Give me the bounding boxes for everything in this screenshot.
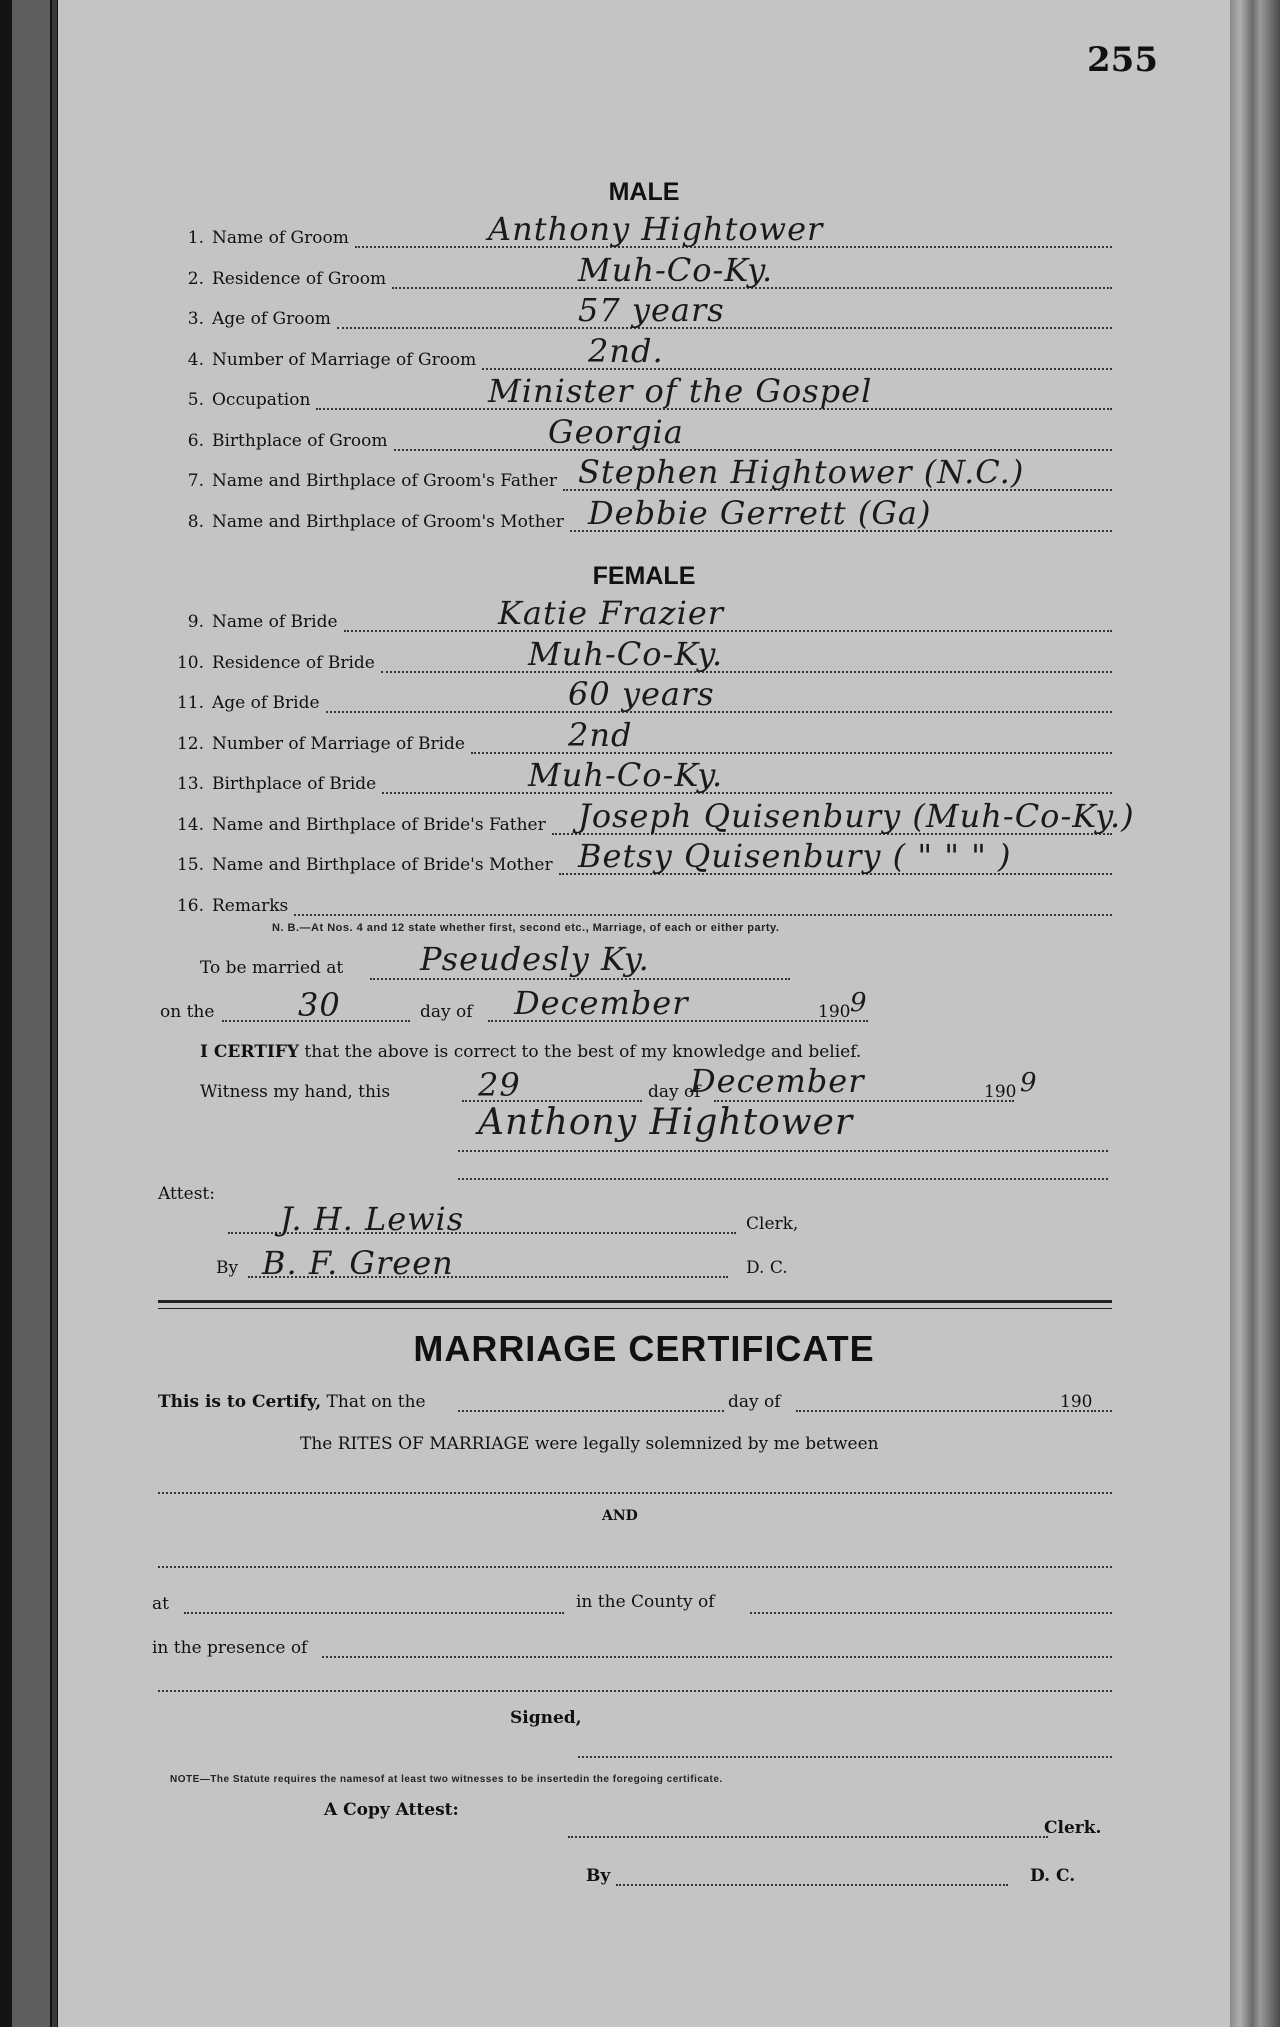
marriage-year-prefix: 190 (818, 1002, 851, 1022)
copy-clerk-label: Clerk. (1044, 1818, 1102, 1838)
groom-field-2 (170, 269, 386, 289)
cert-and: AND (602, 1508, 638, 1524)
groom-field-value-3: 57 years (578, 291, 725, 329)
cert-day-of: day of (728, 1392, 781, 1412)
on-the-day-of: day of (420, 1002, 473, 1022)
marriage-year-suffix: 9 (850, 988, 868, 1018)
bride-field-value-5: Muh-Co-Ky. (528, 756, 724, 794)
field-label: Name of Bride (212, 612, 338, 632)
cert-rites-line: The RITES OF MARRIAGE were legally solemnized by me between (300, 1434, 879, 1454)
witness-day-of: day of (648, 1082, 701, 1102)
groom-field-6 (170, 431, 388, 451)
bride-field-value-7: Betsy Quisenbury ( " " " ) (578, 837, 1012, 875)
field-label: Age of Bride (212, 693, 320, 713)
cert-county: in the County of (576, 1592, 715, 1612)
groom-signature: Anthony Hightower (478, 1102, 854, 1143)
field-number: 5. (187, 390, 204, 410)
groom-field-value-7: Stephen Hightower (N.C.) (578, 453, 1025, 491)
bride-field-5 (170, 774, 376, 794)
marriage-day: 30 (298, 986, 341, 1024)
clerk-name: J. H. Lewis (280, 1200, 465, 1238)
cert-statute-note: NOTE—The Statute requires the namesof at least two witnesses to be insertedin the foregoing certificate. (170, 1774, 723, 1785)
field-number: 15. (176, 855, 204, 875)
certificate-heading: MARRIAGE CERTIFICATE (413, 1328, 875, 1369)
field-number: 1. (187, 228, 204, 248)
field-label: Birthplace of Groom (212, 430, 388, 451)
field-number: 16. (176, 895, 204, 916)
copy-attest-label: A Copy Attest: (324, 1800, 459, 1820)
bride-field-value-1: Katie Frazier (498, 594, 725, 632)
dc-label: D. C. (746, 1258, 788, 1278)
field-label: Remarks (212, 895, 289, 916)
field-label: Residence of Bride (212, 652, 375, 673)
groom-field-value-6: Georgia (548, 412, 684, 451)
field-dotted-line (381, 671, 1112, 673)
bride-field-6 (170, 815, 546, 835)
attest-label: Attest: (158, 1184, 215, 1204)
field-label: Name and Birthplace of Bride's Mother (212, 855, 553, 875)
field-number: 12. (176, 733, 204, 754)
cert-signed: Signed, (510, 1708, 582, 1728)
field-number: 2. (187, 268, 204, 289)
bride-field-8 (170, 896, 288, 916)
bride-field-3 (170, 693, 320, 713)
bride-field-7 (170, 855, 553, 875)
bride-field-value-6: Joseph Quisenbury (Muh-Co-Ky.) (578, 796, 1135, 835)
field-dotted-line (326, 711, 1112, 713)
copy-dc-label: D. C. (1030, 1866, 1076, 1886)
deputy-clerk-name: B. F. Green (262, 1244, 454, 1282)
page-number: 255 (1087, 40, 1158, 80)
witness-year-suffix: 9 (1020, 1068, 1038, 1098)
field-dotted-line (482, 368, 1112, 370)
field-number: 14. (176, 814, 204, 835)
cert-year: 190 (1060, 1392, 1093, 1412)
field-number: 8. (187, 511, 204, 532)
field-number: 13. (176, 774, 204, 794)
witness-month: December (690, 1062, 865, 1100)
groom-field-value-1: Anthony Hightower (488, 210, 824, 248)
witness-year-prefix: 190 (984, 1082, 1017, 1102)
cert-that-on: That on the (326, 1392, 426, 1412)
married-at-label: To be married at (200, 958, 344, 978)
field-label: Age of Groom (212, 309, 331, 329)
cert-at: at (152, 1594, 169, 1614)
field-number: 3. (187, 309, 204, 329)
groom-field-value-2: Muh-Co-Ky. (578, 250, 774, 289)
field-number: 6. (187, 430, 204, 451)
groom-field-7 (170, 471, 557, 491)
groom-field-5 (170, 390, 310, 410)
groom-field-1 (170, 228, 349, 248)
field-label: Residence of Groom (212, 268, 387, 289)
right-page-edge (1230, 0, 1280, 2027)
groom-field-value-8: Debbie Gerrett (Ga) (588, 493, 932, 532)
bride-field-4 (170, 734, 465, 754)
certify-text: that the above is correct to the best of my knowledge and belief. (304, 1042, 862, 1062)
clerk-label: Clerk, (746, 1214, 799, 1234)
field-label: Name of Groom (212, 228, 349, 248)
field-number: 9. (187, 612, 204, 632)
divider-rule (158, 1300, 1112, 1303)
nb-note: N. B.—At Nos. 4 and 12 state whether first, second etc., Marriage, of each or either party. (272, 922, 780, 934)
cert-presence: in the presence of (152, 1638, 308, 1658)
bride-field-1 (170, 612, 338, 632)
groom-field-value-4: 2nd. (588, 331, 664, 370)
certify-bold: I CERTIFY (200, 1042, 299, 1062)
field-dotted-line (344, 630, 1112, 632)
field-dotted-line (394, 449, 1112, 451)
bride-field-value-2: Muh-Co-Ky. (528, 634, 724, 673)
field-number: 4. (187, 349, 204, 370)
female-heading: FEMALE (592, 562, 696, 590)
copy-by-label: By (586, 1866, 611, 1886)
left-binding (0, 0, 58, 2027)
groom-field-4 (170, 350, 476, 370)
field-label: Name and Birthplace of Bride's Father (212, 814, 546, 835)
field-number: 10. (176, 652, 204, 673)
male-heading: MALE (608, 178, 680, 206)
witness-label: Witness my hand, this (200, 1082, 391, 1102)
on-the-label: on the (160, 1002, 215, 1022)
by-label: By (216, 1258, 239, 1278)
groom-field-3 (170, 309, 331, 329)
groom-field-8 (170, 512, 564, 532)
field-number: 7. (187, 471, 204, 491)
groom-field-value-5: Minister of the Gospel (488, 372, 873, 410)
field-label: Birthplace of Bride (212, 774, 377, 794)
witness-day: 29 (478, 1066, 521, 1104)
field-label: Name and Birthplace of Groom's Mother (212, 511, 564, 532)
field-number: 11. (176, 693, 204, 713)
field-dotted-line (382, 792, 1112, 794)
field-dotted-line (294, 914, 1112, 916)
marriage-month: December (514, 984, 689, 1022)
bride-field-value-3: 60 years (568, 675, 715, 713)
field-label: Number of Marriage of Bride (212, 733, 465, 754)
field-label: Name and Birthplace of Groom's Father (212, 471, 558, 491)
field-label: Number of Marriage of Groom (212, 349, 477, 370)
field-label: Occupation (212, 390, 311, 410)
cert-certify-bold: This is to Certify, (158, 1392, 322, 1412)
bride-field-value-4: 2nd (568, 715, 633, 754)
register-page (58, 0, 1230, 2027)
bride-field-2 (170, 653, 375, 673)
married-at-value: Pseudesly Ky. (420, 940, 650, 978)
